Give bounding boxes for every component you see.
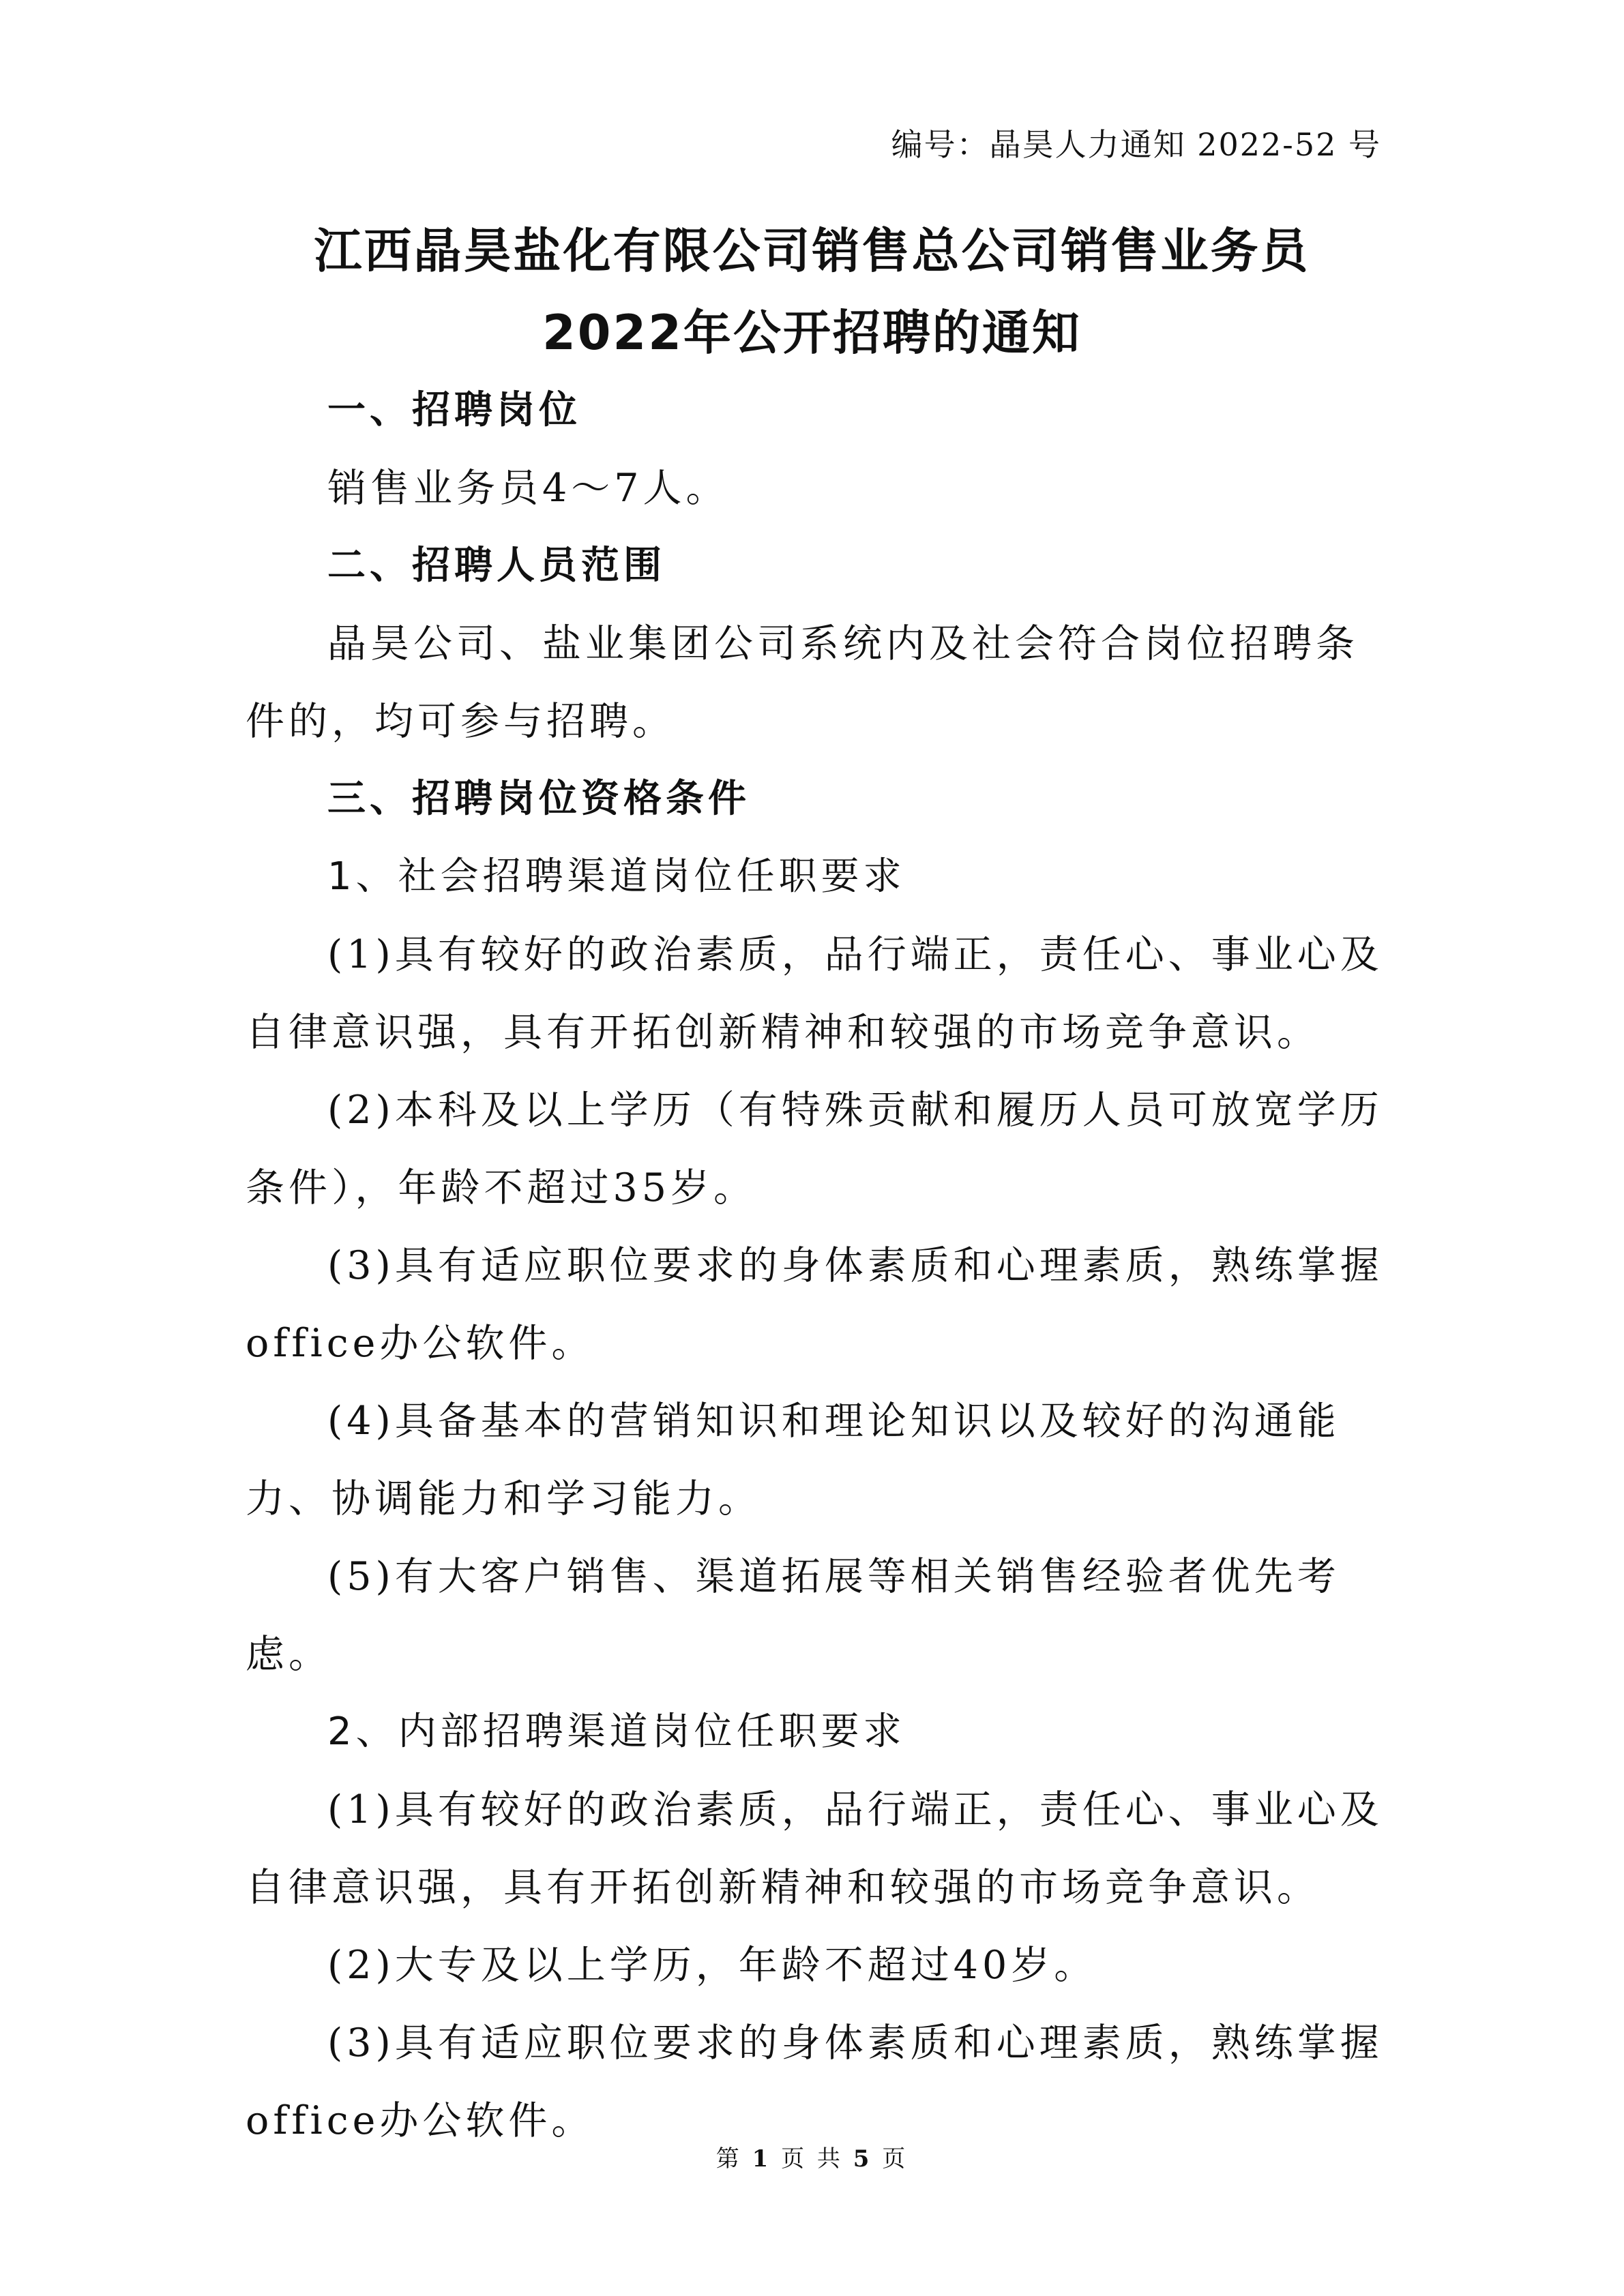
document-body bbox=[246, 372, 1385, 2160]
document-title-line-1: 江西晶昊盐化有限公司销售总公司销售业务员 bbox=[314, 223, 1310, 279]
requirement-item: (2)本科及以上学历（有特殊贡献和履历人员可放宽学历条件），年龄不超过35岁。 bbox=[246, 1088, 1383, 1210]
requirement-item: (1)具有较好的政治素质，品行端正，责任心、事业心及自律意识强，具有开拓创新精神和较强的市场竞争意识。 bbox=[246, 932, 1383, 1055]
document-number: 编号：晶昊人力通知 2022-52 号 bbox=[891, 126, 1381, 163]
requirement-item: (3)具有适应职位要求的身体素质和心理素质，熟练掌握office办公软件。 bbox=[246, 1243, 1383, 1366]
footer-suffix: 页 bbox=[882, 2145, 909, 2173]
requirement-item: (5)有大客户销售、渠道拓展等相关销售经验者优先考虑。 bbox=[246, 1554, 1340, 1677]
section-heading-qualifications: 三、招聘岗位资格条件 bbox=[327, 777, 750, 821]
requirement-item: (3)具有适应职位要求的身体素质和心理素质，熟练掌握office办公软件。 bbox=[246, 2021, 1383, 2143]
section-heading-positions: 一、招聘岗位 bbox=[327, 388, 581, 432]
section-heading-scope: 二、招聘人员范围 bbox=[327, 543, 666, 588]
total-page-count: 5 bbox=[853, 2145, 872, 2173]
requirement-item: (4)具备基本的营销知识和理论知识以及较好的沟通能力、协调能力和学习能力。 bbox=[246, 1399, 1340, 1521]
requirement-item: (2)大专及以上学历，年龄不超过40岁。 bbox=[327, 1943, 1097, 1988]
current-page-number: 1 bbox=[752, 2145, 771, 2173]
requirement-item: (1)具有较好的政治素质，品行端正，责任心、事业心及自律意识强，具有开拓创新精神和较强的市场竞争意识。 bbox=[246, 1787, 1383, 1910]
section-text-scope: 晶昊公司、盐业集团公司系统内及社会符合岗位招聘条件的，均可参与招聘。 bbox=[246, 621, 1359, 744]
page-footer bbox=[0, 2140, 1624, 2173]
subsection-heading-internal: 2、内部招聘渠道岗位任职要求 bbox=[327, 1710, 906, 1754]
footer-prefix: 第 bbox=[715, 2145, 742, 2173]
document-title-line-2: 2022年公开招聘的通知 bbox=[542, 305, 1082, 361]
subsection-heading-external: 1、社会招聘渠道岗位任职要求 bbox=[327, 854, 906, 899]
section-text-positions: 销售业务员4～7人。 bbox=[327, 466, 729, 511]
footer-middle: 页 共 bbox=[781, 2145, 843, 2173]
